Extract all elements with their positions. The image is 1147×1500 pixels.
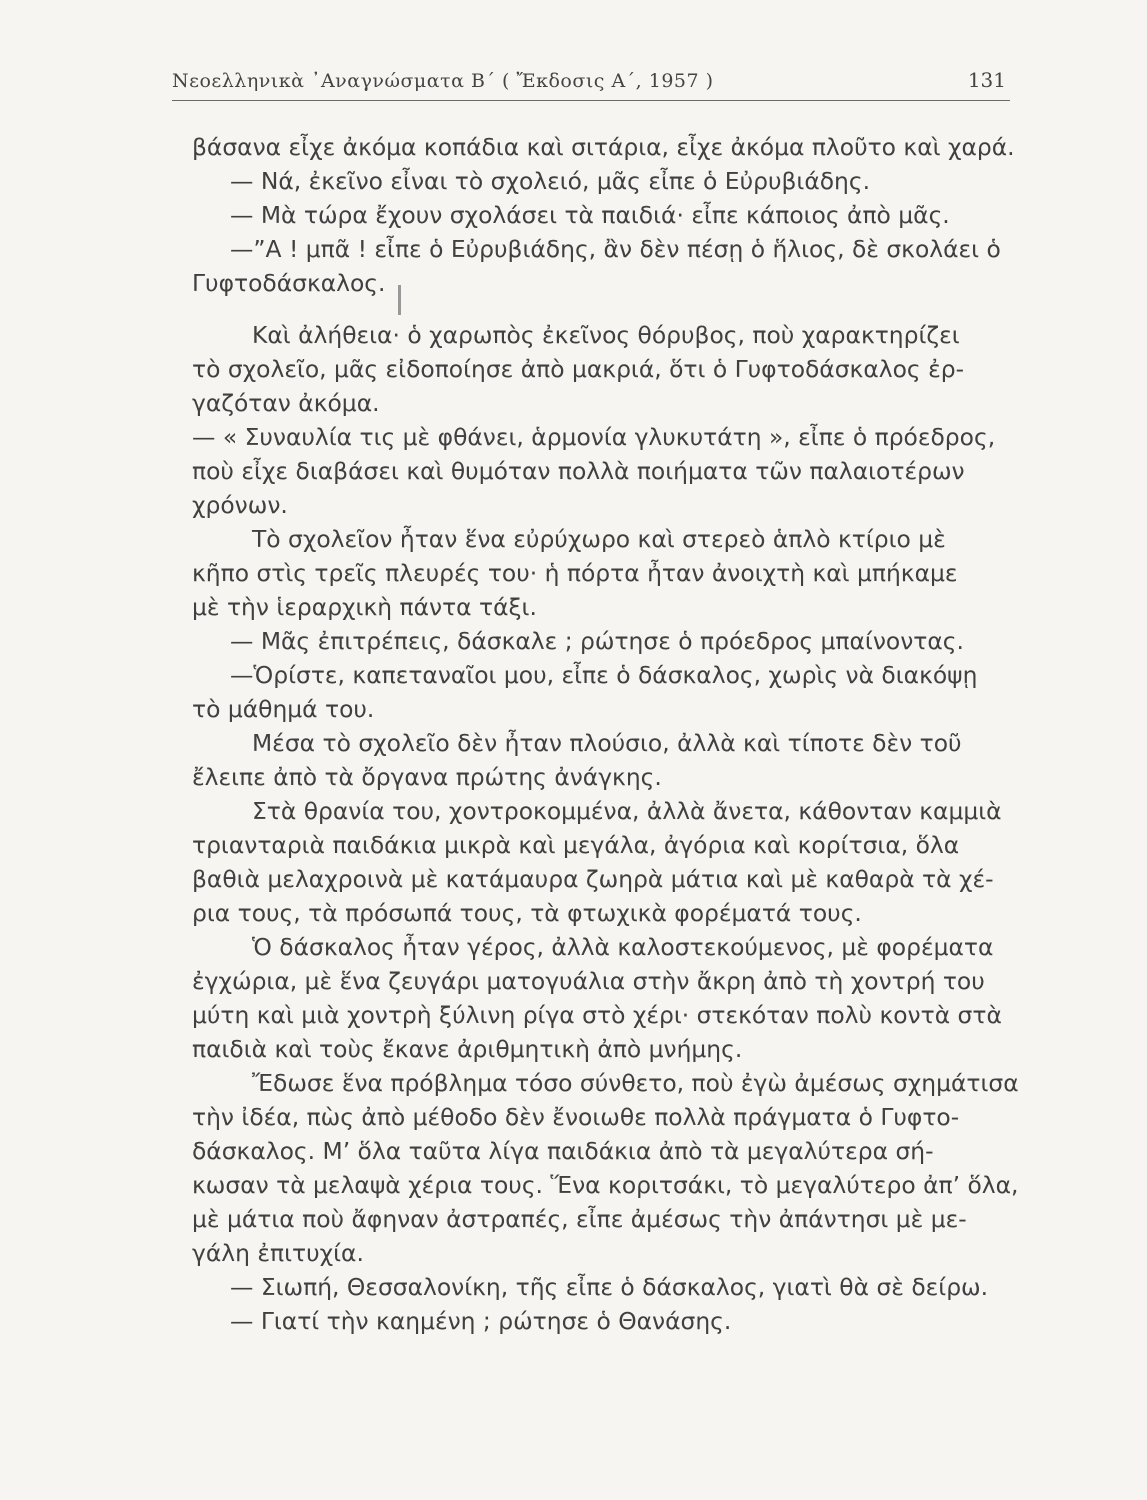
- text-line: μὲ τὴν ἱεραρχικὴ πάντα τάξι.: [192, 593, 537, 621]
- text-line: Τὸ σχολεῖον ἦταν ἕνα εὐρύχωρο καὶ στερεὸ ἁπλὸ κτίριο μὲ: [252, 525, 946, 553]
- text-line: τὴν ἰδέα, πὼς ἀπὸ μέθοδο δὲν ἔνοιωθε πολλὰ πράγματα ὁ Γυφτο-: [192, 1103, 960, 1131]
- text-line: Γυφτοδάσκαλος.: [192, 269, 386, 297]
- text-line: — Νά, ἐκεῖνο εἶναι τὸ σχολειό, μᾶς εἶπε ὁ Εὐρυβιάδης.: [230, 167, 871, 195]
- text-line: βάσανα εἶχε ἀκόμα κοπάδια καὶ σιτάρια, εἶχε ἀκόμα πλοῦτο καὶ χαρά.: [192, 133, 1015, 161]
- text-line: — « Συναυλία τις μὲ φθάνει, ἁρμονία γλυκυτάτη », εἶπε ὁ πρόεδρος,: [192, 423, 996, 451]
- text-line: κῆπο στὶς τρεῖς πλευρές του· ἡ πόρτα ἦταν ἀνοιχτὴ καὶ μπήκαμε: [192, 559, 958, 587]
- text-line: ποὺ εἶχε διαβάσει καὶ θυμόταν πολλὰ ποιήματα τῶν παλαιοτέρων: [192, 457, 965, 485]
- running-title: Νεοελληνικὰ ᾿Αναγνώσματα Β΄ ( Ἔκδοσις Α΄, 1957 ): [172, 70, 714, 92]
- text-line: Ὁ δάσκαλος ἦταν γέρος, ἀλλὰ καλοστεκούμενος, μὲ φορέματα: [252, 933, 994, 961]
- text-line: γαζόταν ἀκόμα.: [192, 389, 380, 417]
- text-line: τὸ μάθημά του.: [192, 695, 375, 723]
- text-line: δάσκαλος. Μ’ ὅλα ταῦτα λίγα παιδάκια ἀπὸ τὰ μεγαλύτερα σή-: [192, 1137, 934, 1165]
- text-line: μύτη καὶ μιὰ χοντρὴ ξύλινη ρίγα στὸ χέρι· στεκόταν πολὺ κοντὰ στὰ: [192, 1001, 1002, 1029]
- body-text: [192, 130, 1022, 1338]
- text-line: — Μᾶς ἐπιτρέπεις, δάσκαλε ; ρώτησε ὁ πρόεδρος μπαίνοντας.: [230, 627, 964, 655]
- text-line: μὲ μάτια ποὺ ἄφηναν ἀστραπές, εἶπε ἀμέσως τὴν ἀπάντησι μὲ με-: [192, 1205, 967, 1233]
- text-line: ἔλειπε ἀπὸ τὰ ὄργανα πρώτης ἀνάγκης.: [192, 763, 662, 791]
- text-line: ρια τους, τὰ πρόσωπά τους, τὰ φτωχικὰ φορέματά τους.: [192, 899, 862, 927]
- text-line: γάλη ἐπιτυχία.: [192, 1239, 364, 1267]
- text-line: — Μὰ τώρα ἔχουν σχολάσει τὰ παιδιά· εἶπε κάποιος ἀπὸ μᾶς.: [230, 201, 950, 229]
- text-line: τὸ σχολεῖο, μᾶς εἰδοποίησε ἀπὸ μακριά, ὅτι ὁ Γυφτοδάσκαλος ἐρ-: [192, 355, 965, 383]
- text-line: —”Α ! μπᾶ ! εἶπε ὁ Εὐρυβιάδης, ἂν δὲν πέσῃ ὁ ἥλιος, δὲ σκολάει ὁ: [230, 235, 1001, 263]
- page-header: [172, 66, 1010, 101]
- page-number: 131: [967, 68, 1006, 92]
- text-line: Ἔδωσε ἕνα πρόβλημα τόσο σύνθετο, ποὺ ἐγὼ ἀμέσως σχημάτισα: [252, 1069, 1019, 1097]
- text-line: Μέσα τὸ σχολεῖο δὲν ἦταν πλούσιο, ἀλλὰ καὶ τίποτε δὲν τοῦ: [252, 729, 962, 757]
- text-line: Καὶ ἀλήθεια· ὁ χαρωπὸς ἐκεῖνος θόρυβος, ποὺ χαρακτηρίζει: [252, 321, 960, 349]
- text-line: τριανταριὰ παιδάκια μικρὰ καὶ μεγάλα, ἀγόρια καὶ κορίτσια, ὅλα: [192, 831, 960, 859]
- text-line: βαθιὰ μελαχροινὰ μὲ κατάμαυρα ζωηρὰ μάτια καὶ μὲ καθαρὰ τὰ χέ-: [192, 865, 994, 893]
- text-line: παιδιὰ καὶ τοὺς ἔκανε ἀριθμητικὴ ἀπὸ μνήμης.: [192, 1035, 743, 1063]
- text-line: —Ὁρίστε, καπεταναῖοι μου, εἶπε ὁ δάσκαλος, χωρὶς νὰ διακόψῃ: [230, 661, 978, 689]
- text-line: ἐγχώρια, μὲ ἕνα ζευγάρι ματογυάλια στὴν ἄκρη ἀπὸ τὴ χοντρή του: [192, 967, 985, 995]
- text-line: — Σιωπή, Θεσσαλονίκη, τῆς εἶπε ὁ δάσκαλος, γιατὶ θὰ σὲ δείρω.: [230, 1273, 989, 1301]
- text-line: — Γιατί τὴν καημένη ; ρώτησε ὁ Θανάσης.: [230, 1307, 732, 1335]
- text-line: χρόνων.: [192, 491, 288, 519]
- pencil-mark: [398, 285, 401, 315]
- text-line: Στὰ θρανία του, χοντροκομμένα, ἀλλὰ ἄνετα, κάθονταν καμμιὰ: [252, 797, 1002, 825]
- text-line: κωσαν τὰ μελαψὰ χέρια τους. Ἕνα κοριτσάκι, τὸ μεγαλύτερο ἀπ’ ὅλα,: [192, 1171, 1019, 1199]
